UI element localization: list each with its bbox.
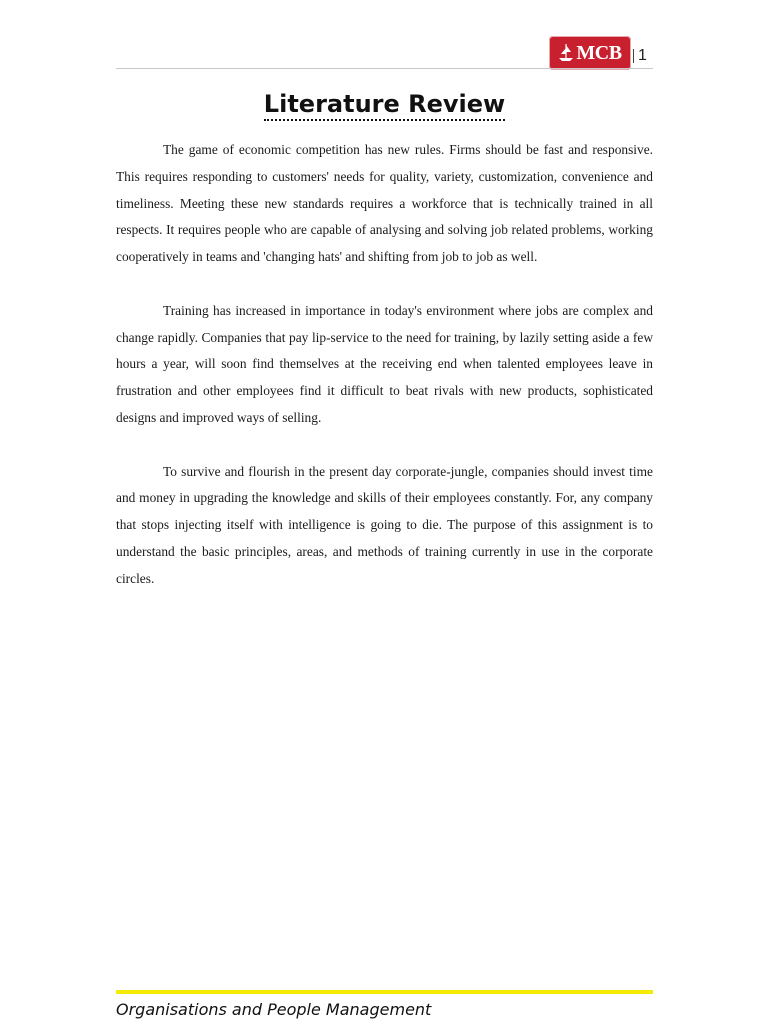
mcb-logo	[549, 36, 631, 70]
paragraph-1: The game of economic competition has new rules. Firms should be fast and responsive. This requires responding to customers' needs for quality, variety, customization, convenience and timeliness. Meeting these new standards requires a workforce that is technically trained in all respects. It requires people who are capable of analysing and solving job related problems, working cooperatively in teams and 'changing hats' and shifting from job to job as well.	[116, 142, 653, 265]
page-title	[116, 90, 653, 118]
footer-title: Organisations and People Management	[116, 1000, 432, 1019]
paragraph-2: Training has increased in importance in today's environment where jobs are complex and change rapidly. Companies that pay lip-service to the need for training, by lazily setting aside a few hours a year, will soon find themselves at the receiving end when talented employees leave in frustration and other employees find it difficult to beat rivals with new products, sophisticated designs and improved ways of selling.	[116, 302, 653, 425]
header-rule	[116, 68, 653, 69]
paragraph-3: To survive and flourish in the present day corporate-jungle, companies should invest time and money in upgrading the knowledge and skills of their employees constantly. For, any company that stops injecting itself with intelligence is going to die. The purpose of this assignment is to understand the basic principles, areas, and methods of training currently in use in the corporate circles.	[116, 463, 653, 586]
logo-text: MCB	[576, 42, 622, 64]
page-number: 1	[638, 47, 647, 64]
ship-icon	[558, 43, 574, 63]
document-body	[116, 137, 653, 619]
footer-rule	[116, 990, 653, 994]
page-number-divider	[633, 49, 634, 63]
page-number-block	[633, 47, 647, 65]
page-title-text: Literature Review	[264, 90, 505, 121]
